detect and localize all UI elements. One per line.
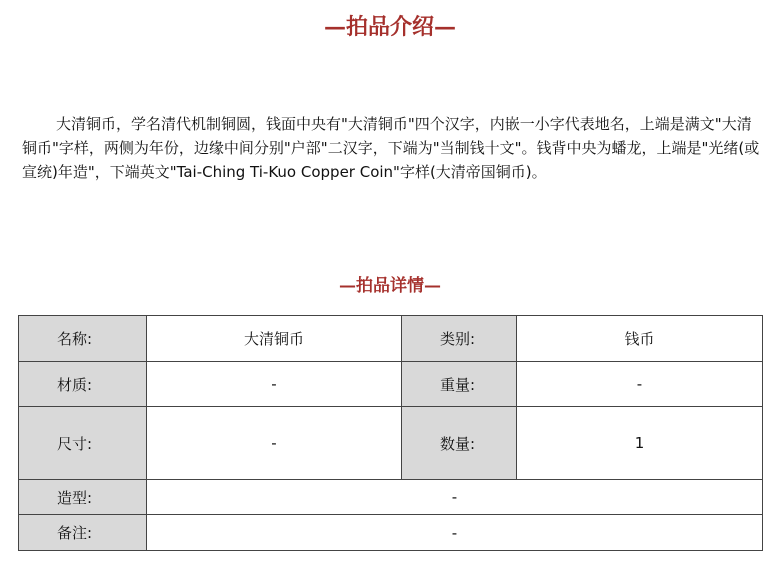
table-row: [19, 316, 763, 362]
table-row: [19, 362, 763, 407]
item-description: 大清铜币，学名清代机制铜圆，钱面中央有"大清铜币"四个汉字，内嵌一小字代表地名，上端是满文"大清铜币"字样，两侧为年份，边缘中间分别"户部"二汉字，下端为"当制钱十文"。钱背中央为蟠龙，上端是"光绪(或宣统)年造"，下端英文"Tai-Ching Ti-Kuo Copper Coin"字样(大清帝国铜币)。: [22, 115, 760, 181]
shape-value: -: [147, 480, 763, 515]
table-row: [19, 515, 763, 551]
details-table: [18, 315, 763, 551]
category-value: 钱币: [517, 316, 763, 362]
remark-value: -: [147, 515, 763, 551]
material-value: -: [147, 362, 402, 407]
table-row: [19, 480, 763, 515]
details-section-title: —拍品详情—: [339, 276, 441, 296]
quantity-value: 1: [517, 407, 763, 480]
shape-label: 造型:: [19, 480, 147, 515]
remark-label: 备注:: [19, 515, 147, 551]
category-label: 类别:: [402, 316, 517, 362]
weight-label: 重量:: [402, 362, 517, 407]
size-label: 尺寸:: [19, 407, 147, 480]
size-value: -: [147, 407, 402, 480]
material-label: 材质:: [19, 362, 147, 407]
table-row: [19, 407, 763, 480]
intro-section-title: —拍品介绍—: [323, 14, 456, 40]
name-value: 大清铜币: [147, 316, 402, 362]
weight-value: -: [517, 362, 763, 407]
name-label: 名称:: [19, 316, 147, 362]
quantity-label: 数量:: [402, 407, 517, 480]
